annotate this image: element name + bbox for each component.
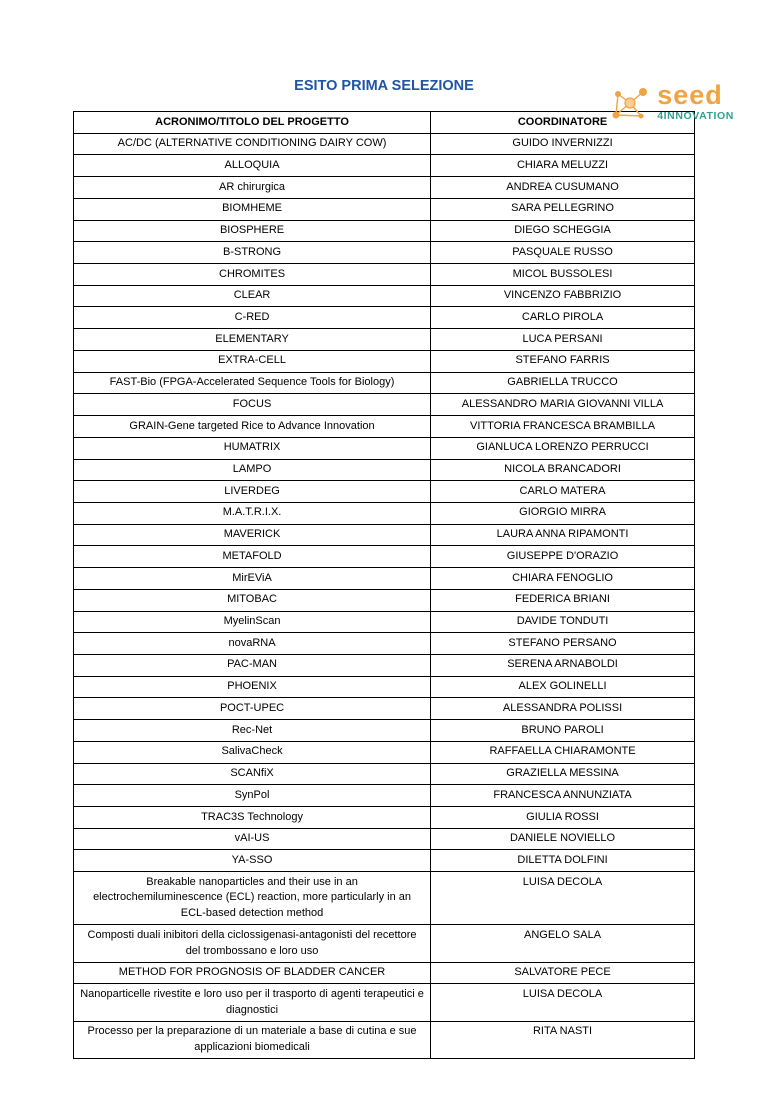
- table-row: [74, 828, 695, 850]
- seed4innovation-logo: [607, 82, 734, 126]
- table-row: [74, 329, 695, 351]
- table-row: [74, 589, 695, 611]
- coordinator-cell: LUISA DECOLA: [431, 872, 695, 925]
- table-row: [74, 198, 695, 220]
- table-row: [74, 285, 695, 307]
- table-row: [74, 872, 695, 925]
- project-cell: EXTRA-CELL: [74, 350, 431, 372]
- table-row: [74, 1021, 695, 1058]
- table-row: [74, 481, 695, 503]
- table-row: [74, 133, 695, 155]
- project-cell: METAFOLD: [74, 546, 431, 568]
- table-row: [74, 459, 695, 481]
- project-cell: Processo per la preparazione di un materiale a base di cutina e sue applicazioni biomedicali: [74, 1021, 431, 1058]
- logo-subtitle-text: 4INNOVATION: [657, 110, 734, 122]
- coordinator-cell: FRANCESCA ANNUNZIATA: [431, 785, 695, 807]
- table-row: [74, 654, 695, 676]
- coordinator-cell: LAURA ANNA RIPAMONTI: [431, 524, 695, 546]
- table-row: [74, 437, 695, 459]
- coordinator-cell: ANDREA CUSUMANO: [431, 177, 695, 199]
- project-cell: ELEMENTARY: [74, 329, 431, 351]
- header-project-column: ACRONIMO/TITOLO DEL PROGETTO: [74, 112, 431, 134]
- coordinator-cell: LUCA PERSANI: [431, 329, 695, 351]
- project-cell: METHOD FOR PROGNOSIS OF BLADDER CANCER: [74, 962, 431, 984]
- coordinator-cell: ALESSANDRA POLISSI: [431, 698, 695, 720]
- table-row: [74, 984, 695, 1021]
- project-cell: C-RED: [74, 307, 431, 329]
- coordinator-cell: STEFANO FARRIS: [431, 350, 695, 372]
- project-cell: PHOENIX: [74, 676, 431, 698]
- table-row: [74, 962, 695, 984]
- coordinator-cell: MICOL BUSSOLESI: [431, 264, 695, 286]
- table-row: [74, 416, 695, 438]
- coordinator-cell: GIANLUCA LORENZO PERRUCCI: [431, 437, 695, 459]
- project-cell: BIOSPHERE: [74, 220, 431, 242]
- coordinator-cell: RAFFAELLA CHIARAMONTE: [431, 741, 695, 763]
- coordinator-cell: GIUSEPPE D'ORAZIO: [431, 546, 695, 568]
- logo-brand-text: seed: [657, 80, 723, 110]
- project-cell: AR chirurgica: [74, 177, 431, 199]
- project-cell: Breakable nanoparticles and their use in an electrochemiluminescence (ECL) reaction, more particularly in an ECL-based detection method: [74, 872, 431, 925]
- table-row: [74, 633, 695, 655]
- project-cell: GRAIN-Gene targeted Rice to Advance Innovation: [74, 416, 431, 438]
- project-cell: LIVERDEG: [74, 481, 431, 503]
- table-row: [74, 372, 695, 394]
- table-row: [74, 698, 695, 720]
- table-row: [74, 785, 695, 807]
- coordinator-cell: DAVIDE TONDUTI: [431, 611, 695, 633]
- selection-results-table: [73, 111, 695, 1059]
- coordinator-cell: RITA NASTI: [431, 1021, 695, 1058]
- logo-text: [657, 82, 734, 122]
- table-row: [74, 155, 695, 177]
- coordinator-cell: ALEX GOLINELLI: [431, 676, 695, 698]
- project-cell: novaRNA: [74, 633, 431, 655]
- project-cell: SCANfiX: [74, 763, 431, 785]
- coordinator-cell: CHIARA FENOGLIO: [431, 568, 695, 590]
- table-row: [74, 807, 695, 829]
- coordinator-cell: SALVATORE PECE: [431, 962, 695, 984]
- molecule-network-icon: [607, 84, 653, 126]
- project-cell: LAMPO: [74, 459, 431, 481]
- page-title: ESITO PRIMA SELEZIONE: [294, 78, 474, 94]
- coordinator-cell: GIORGIO MIRRA: [431, 502, 695, 524]
- coordinator-cell: NICOLA BRANCADORI: [431, 459, 695, 481]
- coordinator-cell: VINCENZO FABBRIZIO: [431, 285, 695, 307]
- table-row: [74, 264, 695, 286]
- coordinator-cell: DIEGO SCHEGGIA: [431, 220, 695, 242]
- table-row: [74, 925, 695, 962]
- coordinator-cell: VITTORIA FRANCESCA BRAMBILLA: [431, 416, 695, 438]
- project-cell: B-STRONG: [74, 242, 431, 264]
- coordinator-cell: DANIELE NOVIELLO: [431, 828, 695, 850]
- coordinator-cell: DILETTA DOLFINI: [431, 850, 695, 872]
- table-row: [74, 350, 695, 372]
- coordinator-cell: CHIARA MELUZZI: [431, 155, 695, 177]
- table-row: [74, 242, 695, 264]
- table-row: [74, 502, 695, 524]
- results-table-body: [74, 133, 695, 1059]
- project-cell: BIOMHEME: [74, 198, 431, 220]
- coordinator-cell: GIULIA ROSSI: [431, 807, 695, 829]
- project-cell: Composti duali inibitori della ciclossigenasi-antagonisti del recettore del trombossano e loro uso: [74, 925, 431, 962]
- project-cell: CHROMITES: [74, 264, 431, 286]
- coordinator-cell: LUISA DECOLA: [431, 984, 695, 1021]
- project-cell: TRAC3S Technology: [74, 807, 431, 829]
- project-cell: PAC-MAN: [74, 654, 431, 676]
- coordinator-cell: SERENA ARNABOLDI: [431, 654, 695, 676]
- project-cell: FOCUS: [74, 394, 431, 416]
- coordinator-cell: PASQUALE RUSSO: [431, 242, 695, 264]
- project-cell: MITOBAC: [74, 589, 431, 611]
- table-row: [74, 720, 695, 742]
- table-row: [74, 307, 695, 329]
- table-row: [74, 611, 695, 633]
- table-row: [74, 850, 695, 872]
- table-row: [74, 220, 695, 242]
- coordinator-cell: GABRIELLA TRUCCO: [431, 372, 695, 394]
- table-row: [74, 741, 695, 763]
- document-page: [0, 78, 768, 1102]
- coordinator-cell: GRAZIELLA MESSINA: [431, 763, 695, 785]
- coordinator-cell: SARA PELLEGRINO: [431, 198, 695, 220]
- coordinator-cell: STEFANO PERSANO: [431, 633, 695, 655]
- table-row: [74, 177, 695, 199]
- project-cell: SalivaCheck: [74, 741, 431, 763]
- coordinator-cell: CARLO MATERA: [431, 481, 695, 503]
- project-cell: FAST-Bio (FPGA-Accelerated Sequence Tools for Biology): [74, 372, 431, 394]
- project-cell: Rec-Net: [74, 720, 431, 742]
- project-cell: SynPol: [74, 785, 431, 807]
- table-row: [74, 676, 695, 698]
- project-cell: ALLOQUIA: [74, 155, 431, 177]
- project-cell: YA-SSO: [74, 850, 431, 872]
- coordinator-cell: ANGELO SALA: [431, 925, 695, 962]
- table-row: [74, 524, 695, 546]
- table-row: [74, 568, 695, 590]
- table-row: [74, 394, 695, 416]
- project-cell: POCT-UPEC: [74, 698, 431, 720]
- table-header: [74, 112, 695, 134]
- coordinator-cell: FEDERICA BRIANI: [431, 589, 695, 611]
- project-cell: AC/DC (ALTERNATIVE CONDITIONING DAIRY COW): [74, 133, 431, 155]
- table-row: [74, 763, 695, 785]
- coordinator-cell: BRUNO PAROLI: [431, 720, 695, 742]
- project-cell: Nanoparticelle rivestite e loro uso per il trasporto di agenti terapeutici e diagnostici: [74, 984, 431, 1021]
- coordinator-cell: GUIDO INVERNIZZI: [431, 133, 695, 155]
- coordinator-cell: CARLO PIROLA: [431, 307, 695, 329]
- project-cell: MirEViA: [74, 568, 431, 590]
- project-cell: MyelinScan: [74, 611, 431, 633]
- project-cell: M.A.T.R.I.X.: [74, 502, 431, 524]
- table-row: [74, 546, 695, 568]
- project-cell: MAVERICK: [74, 524, 431, 546]
- header-row: [74, 112, 695, 134]
- coordinator-cell: ALESSANDRO MARIA GIOVANNI VILLA: [431, 394, 695, 416]
- project-cell: HUMATRIX: [74, 437, 431, 459]
- project-cell: CLEAR: [74, 285, 431, 307]
- header-coordinator-column: COORDINATORE: [431, 112, 695, 134]
- project-cell: vAI-US: [74, 828, 431, 850]
